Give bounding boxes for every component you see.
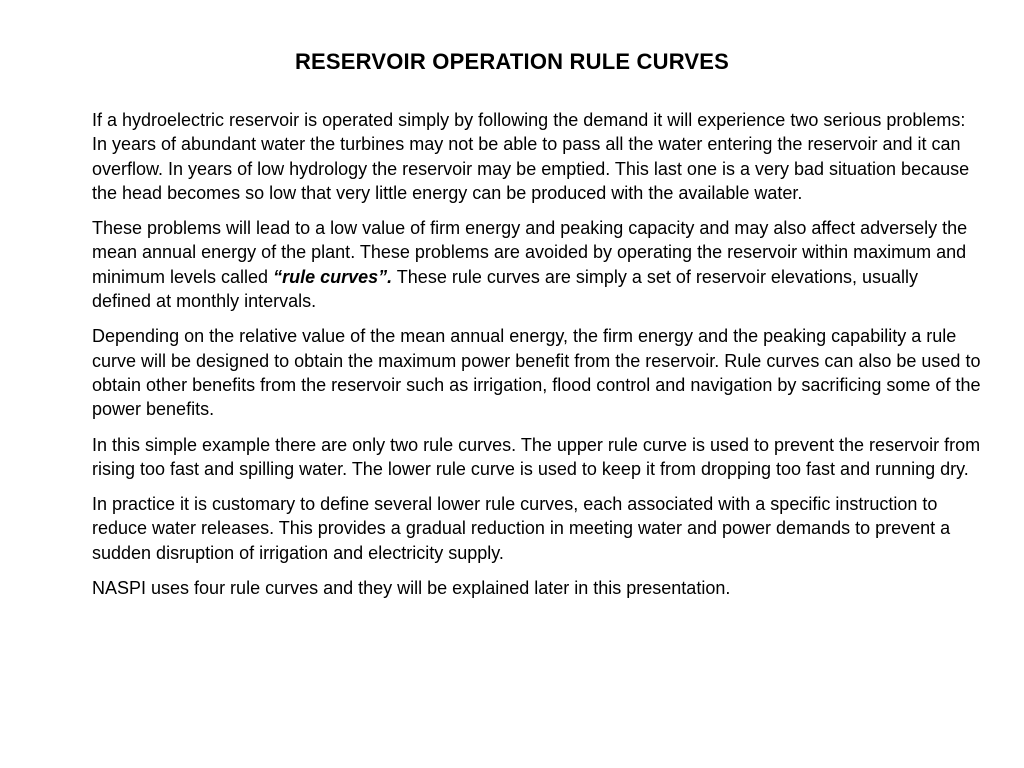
rule-curves-emphasis: “rule curves”. — [273, 266, 393, 287]
paragraph-rule-curves-definition — [92, 216, 982, 313]
slide-body — [92, 108, 982, 611]
paragraph-rule-curve-design: Depending on the relative value of the mean annual energy, the firm energy and the peaking capability a rule curve will be designed to obtain the maximum power benefit from the reservoir. Rule curves can also be used to obtain other benefits from the reservoir such as irrigation, flood control and navigation by sacrificing some of the power benefits. — [92, 326, 981, 420]
paragraph-naspi: NASPI uses four rule curves and they will be explained later in this presentation. — [92, 578, 731, 599]
paragraph-simple-example: In this simple example there are only two rule curves. The upper rule curve is used to prevent the reservoir from rising too fast and spilling water. The lower rule curve is used to keep it from dropping too fast and running dry. — [92, 434, 981, 479]
paragraph-text: These rule curves are simply a set of reservoir elevations, usually defined at monthly intervals. — [92, 266, 919, 312]
slide-title: RESERVOIR OPERATION RULE CURVES — [294, 49, 730, 74]
paragraph-practice: In practice it is customary to define several lower rule curves, each associated with a specific instruction to reduce water releases. This provides a gradual reduction in meeting water and power demands to prevent a sudden disruption of irrigation and electricity supply. — [92, 494, 951, 563]
paragraph-text: These problems will lead to a low value of firm energy and peaking capacity and may also affect adversely the mean annual energy of the plant. These problems are avoided by operating the reservoir within maximum and minimum levels called — [92, 218, 968, 287]
paragraph-demand-problems: If a hydroelectric reservoir is operated simply by following the demand it will experience two serious problems: In years of abundant water the turbines may not be able to pass all the water entering the reservoir and it can overflow. In years of low hydrology the reservoir may be emptied. This last one is a very bad situation because the head becomes so low that very little energy can be produced with the available water. — [92, 110, 970, 203]
